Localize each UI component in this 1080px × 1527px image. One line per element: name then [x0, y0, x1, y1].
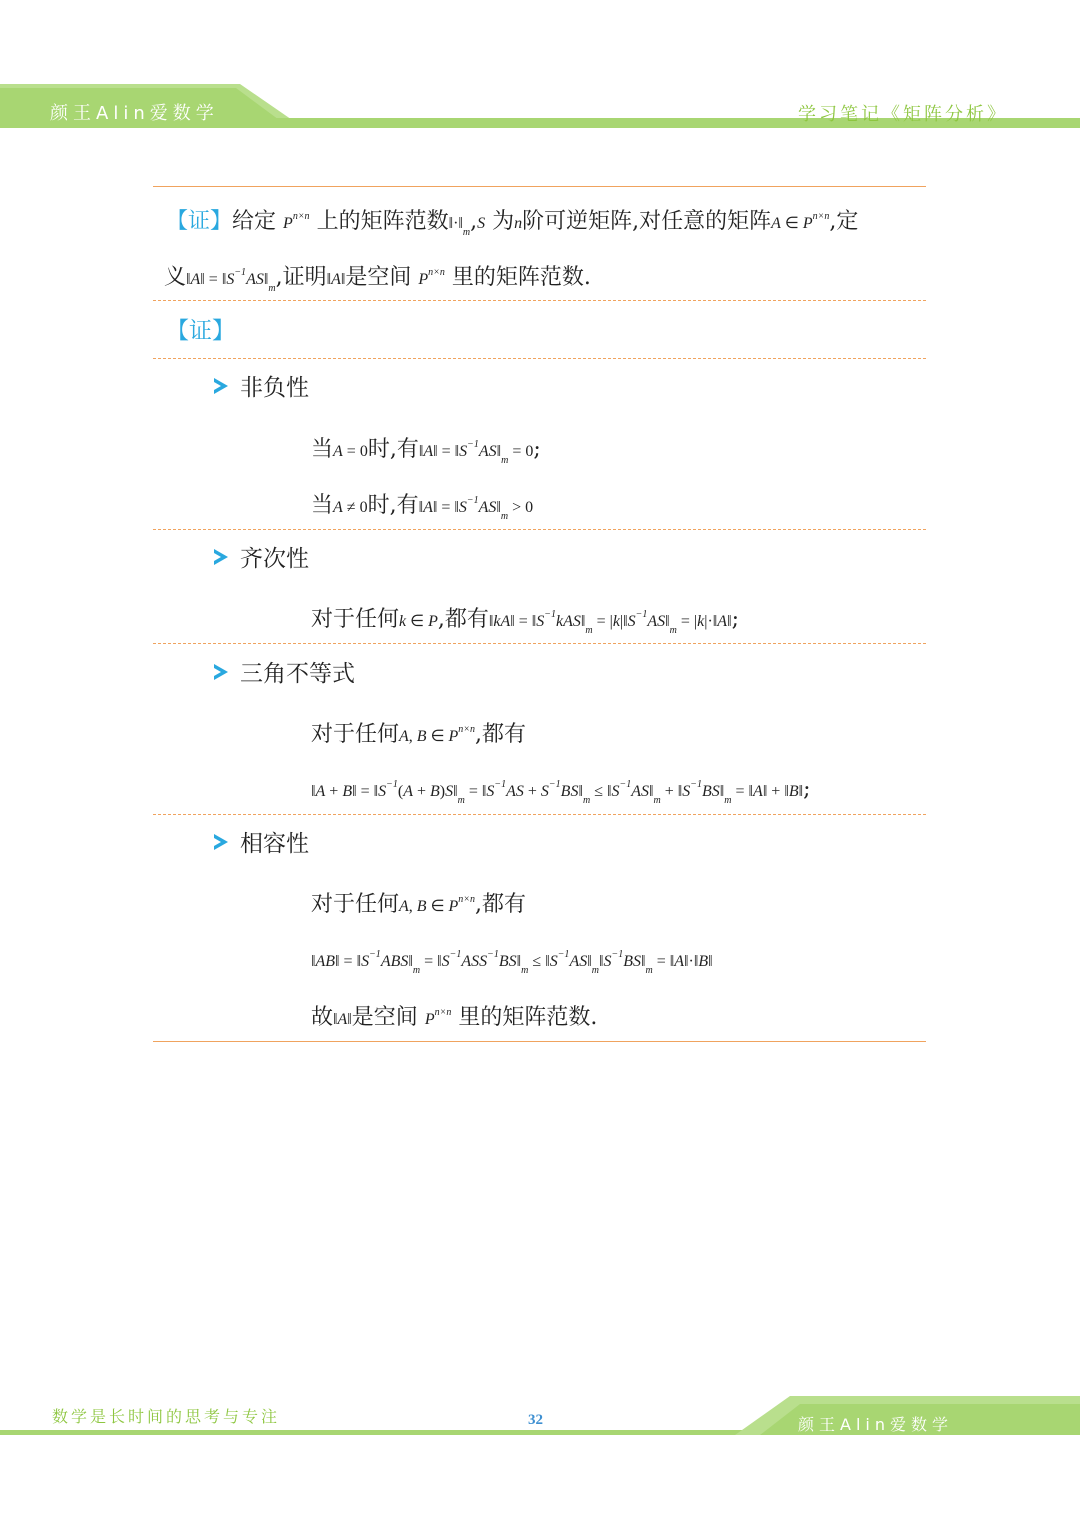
problem-line-2: 义‖A‖ = $‖S^{-1}AS‖_m$,证明‖A‖是空间 $P^{n\times n}$ 里的矩阵范数. — [164, 265, 591, 294]
divider — [153, 643, 926, 644]
page-number: 32 — [528, 1412, 543, 1428]
section-compatibility: 相容性 — [214, 829, 309, 859]
footer-motto: 数学是长时间的思考与专注 — [52, 1407, 281, 1426]
divider — [153, 358, 926, 359]
nonneg-line-2: 当A ≠ 0时,有‖A‖ = $‖S^{-1}AS‖_m > 0$ — [311, 493, 534, 522]
homog-line-1: 对于任何k ∈ P,都有‖kA‖ = $‖S^{-1}kAS‖_m$ = $|k|‖S^{-1}AS‖_m$ = |k|·‖A‖; — [311, 607, 739, 636]
top-rule — [153, 186, 926, 187]
section-triangle-inequality: 三角不等式 — [214, 659, 355, 689]
conclusion-line: 故‖A‖是空间 $P^{n\times n}$ 里的矩阵范数. — [311, 1005, 598, 1030]
nonneg-line-1: 当A = 0时,有‖A‖ = $‖S^{-1}AS‖_m = 0$; — [311, 437, 541, 466]
divider — [153, 300, 926, 301]
arrow-bullet-icon — [214, 664, 228, 680]
arrow-bullet-icon — [214, 834, 228, 850]
divider — [153, 529, 926, 530]
triangle-line-1: 对于任何A, B ∈ $P^{n\times n}$,都有 — [311, 722, 527, 747]
divider — [153, 814, 926, 815]
header-book-title: 学习笔记《矩阵分析》 — [798, 104, 1008, 125]
arrow-bullet-icon — [214, 378, 228, 394]
proof-tag: 【证】 — [166, 318, 235, 344]
section-homogeneity: 齐次性 — [214, 544, 309, 574]
footer-brand: 颜王Alin爱数学 — [798, 1415, 953, 1434]
problem-tag: 【证】 — [166, 209, 233, 234]
compat-line-2: ‖AB‖ = $‖S^{-1}ABS‖_m$ = $‖S^{-1}ASS^{-1}BS‖_m$ ≤ $‖S^{-1}AS‖_m‖S^{-1}BS‖_m$ = ‖A‖·‖B‖ — [311, 949, 713, 976]
triangle-line-2: ‖A + B‖ = $‖S^{-1}(A$ + $B)S‖_m$ = $‖S^{-1}AS$ + $S^{-1}BS‖_m$ ≤ $‖S^{-1}AS‖_m$ + $‖S^{-1}BS‖_m$ = ‖A‖ + ‖B‖; — [311, 777, 811, 806]
compat-line-1: 对于任何A, B ∈ $P^{n\times n}$,都有 — [311, 892, 527, 917]
section-nonnegativity: 非负性 — [214, 373, 309, 403]
arrow-bullet-icon — [214, 549, 228, 565]
bottom-rule — [153, 1041, 926, 1042]
problem-line-1: 【证】给定 $P^{n\times n}$ 上的矩阵范数$‖\cdot‖_m,S$ 为n阶可逆矩阵,对任意的矩阵A ∈ $P^{n\times n}$,定 — [166, 209, 859, 238]
header-brand: 颜王Alin爱数学 — [50, 103, 219, 124]
